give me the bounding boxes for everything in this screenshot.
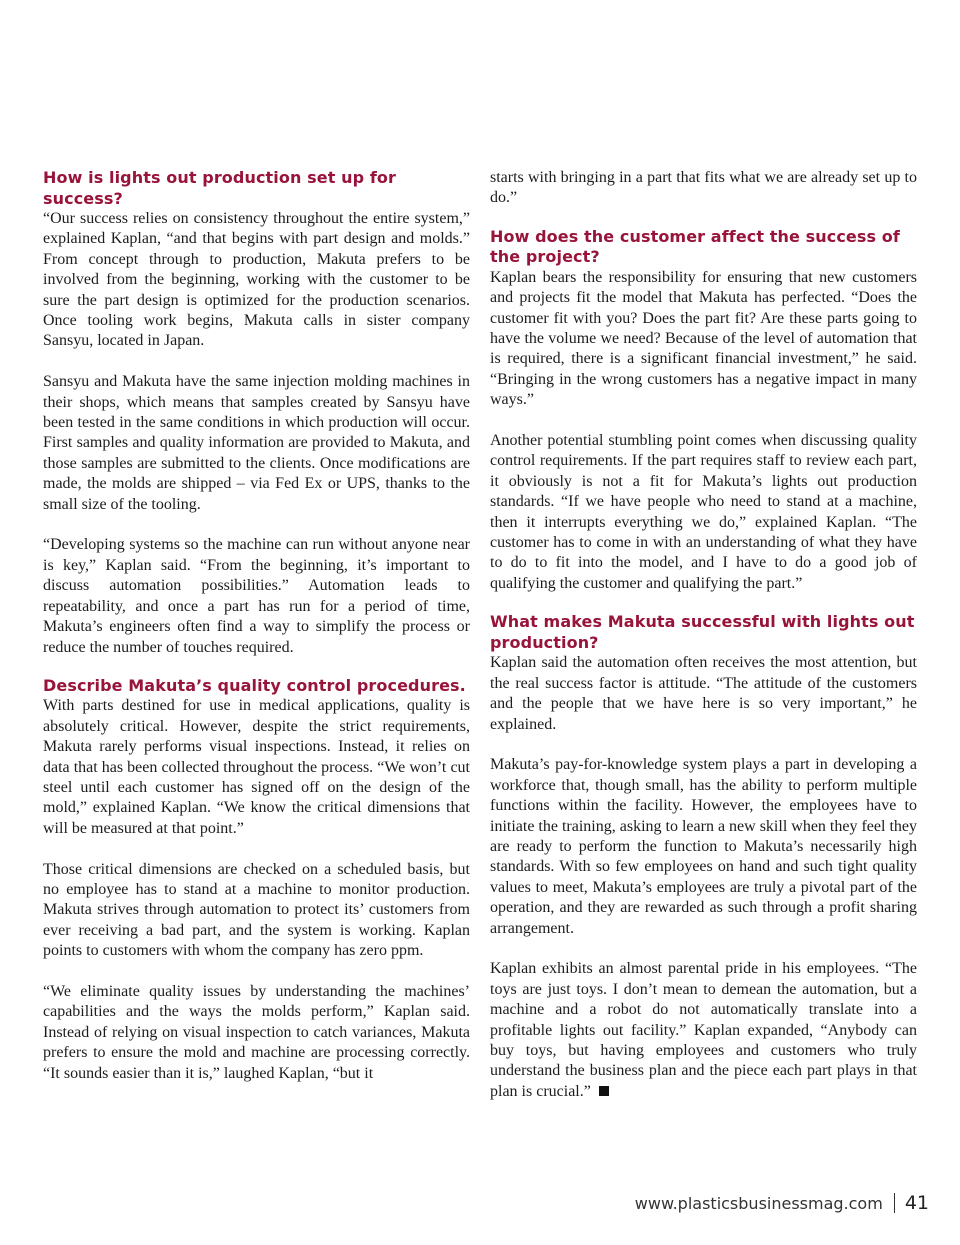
paragraph: “Developing systems so the machine can run without anyone near is key,” Kaplan said. “From the beginning, it’s important to discuss automation possibilities.” Automation leads to repeatability, and once a part has run for a period of time, Makuta’s engineers often find a way to simplify the process or reduce the number of touches required. xyxy=(43,536,470,656)
paragraph: Kaplan bears the responsibility for ensuring that new customers and projects fit the model that Makuta has perfected. “Does the customer fit with you? Does the part fit? Are these parts going to have the volume we need? Because of the level of automation that is required, there is a significant financial investment,” he said. “Bringing in the wrong customers has a negative impact in many ways.” xyxy=(490,268,917,409)
paragraph: “We eliminate quality issues by understanding the machines’ capabilities and the ways the molds perform,” Kaplan said. Instead of relying on visual inspection to catch variances, Makuta prefers to ensure the mold and machine are processing correctly. “It sounds easier than it is,” laughed Kaplan, “but it xyxy=(43,983,470,1082)
website-link[interactable]: www.plasticsbusinessmag.com xyxy=(634,1193,883,1213)
paragraph: Sansyu and Makuta have the same injection molding machines in their shops, which means that samples created by Sansyu have been tested in the same conditions in which production will occur. First samples and quality information are provided to Makuta, and those samples are submitted to the clients. Once modifications are made, the molds are shipped – via Fed Ex or UPS, thanks to the small size of the tooling. xyxy=(43,373,470,513)
paragraph-final-text: Kaplan exhibits an almost parental pride in his employees. “The toys are just toys. I don’t mean to demean the automation, but a machine and a robot do not automatically translate into a profitable lights out facility.” Kaplan expanded, “Anybody can buy toys, but having employees and customers who truly understand the business plan and the piece each part plays in that plan is crucial.” xyxy=(490,960,917,1100)
left-column xyxy=(43,168,470,1084)
section-heading-lights-out-setup: How is lights out production set up for success? xyxy=(43,168,396,208)
footer-divider xyxy=(894,1193,895,1213)
paragraph: With parts destined for use in medical applications, quality is absolutely critical. However, despite the strict requirements, Makuta rarely performs visual inspections. Instead, it relies on data that has been collected throughout the process. “We won’t cut steel until each customer has signed off on the design of the mold,” explained Kaplan. “We know the critical dimensions that will be measured at that point.” xyxy=(43,697,470,837)
paragraph: Kaplan said the automation often receives the most attention, but the real success factor is attitude. “The attitude of the customers and the people that we have here is so very important,” he explained. xyxy=(490,654,917,733)
paragraph-continued: starts with bringing in a part that fits what we are already set up to do.” xyxy=(490,169,917,207)
right-column xyxy=(490,168,917,1102)
section-heading-what-makes-successful: What makes Makuta successful with lights out production? xyxy=(490,612,915,652)
paragraph: Those critical dimensions are checked on a scheduled basis, but no employee has to stand at a machine to monitor production. Makuta strives through automation to protect its’ customers from ever receiving a bad part, and the system is working. Kaplan points to customers with whom the company has zero ppm. xyxy=(43,860,470,960)
section-heading-customer-success: How does the customer affect the success of the project? xyxy=(490,226,900,267)
paragraph: “Our success relies on consistency throughout the entire system,” explained Kaplan, “and that begins with part design and molds.” From concept through to production, Makuta prefers to be involved from the beginning, working with the customer to be sure the part design is optimized for the production scenarios. Once tooling work begins, Makuta calls in sister company Sansyu, located in Japan. xyxy=(43,210,470,350)
end-of-article-mark xyxy=(599,1086,609,1096)
paragraph-final xyxy=(490,959,917,1102)
page-footer xyxy=(635,1192,929,1214)
paragraph: Another potential stumbling point comes when discussing quality control requirements. If the part requires staff to review each part, it obviously is not a fit for Makuta’s lights out production standards. “If we have people who need to stand at a machine, then it interrupts everything we do,” explained Kaplan. “The customer has to come in with an understanding of what they have to do to fit into the model, and I have to do a good job of qualifying the customer and qualifying the part.” xyxy=(490,432,917,592)
paragraph: Makuta’s pay-for-knowledge system plays a part in developing a workforce that, though small, has the ability to perform multiple functions within the facility. However, the employees have to initiate the training, asking to learn a new skill when they feel they are ready to perform the function to Makuta’s necessarily high standards. With so few employees on hand and such tight quality values to meet, Makuta’s employees are truly a pivotal part of the operation, and they are rewarded as such through a profit sharing arrangement. xyxy=(490,756,917,937)
page-number: 41 xyxy=(904,1192,929,1214)
section-heading-quality-control: Describe Makuta’s quality control procedures. xyxy=(43,675,466,695)
